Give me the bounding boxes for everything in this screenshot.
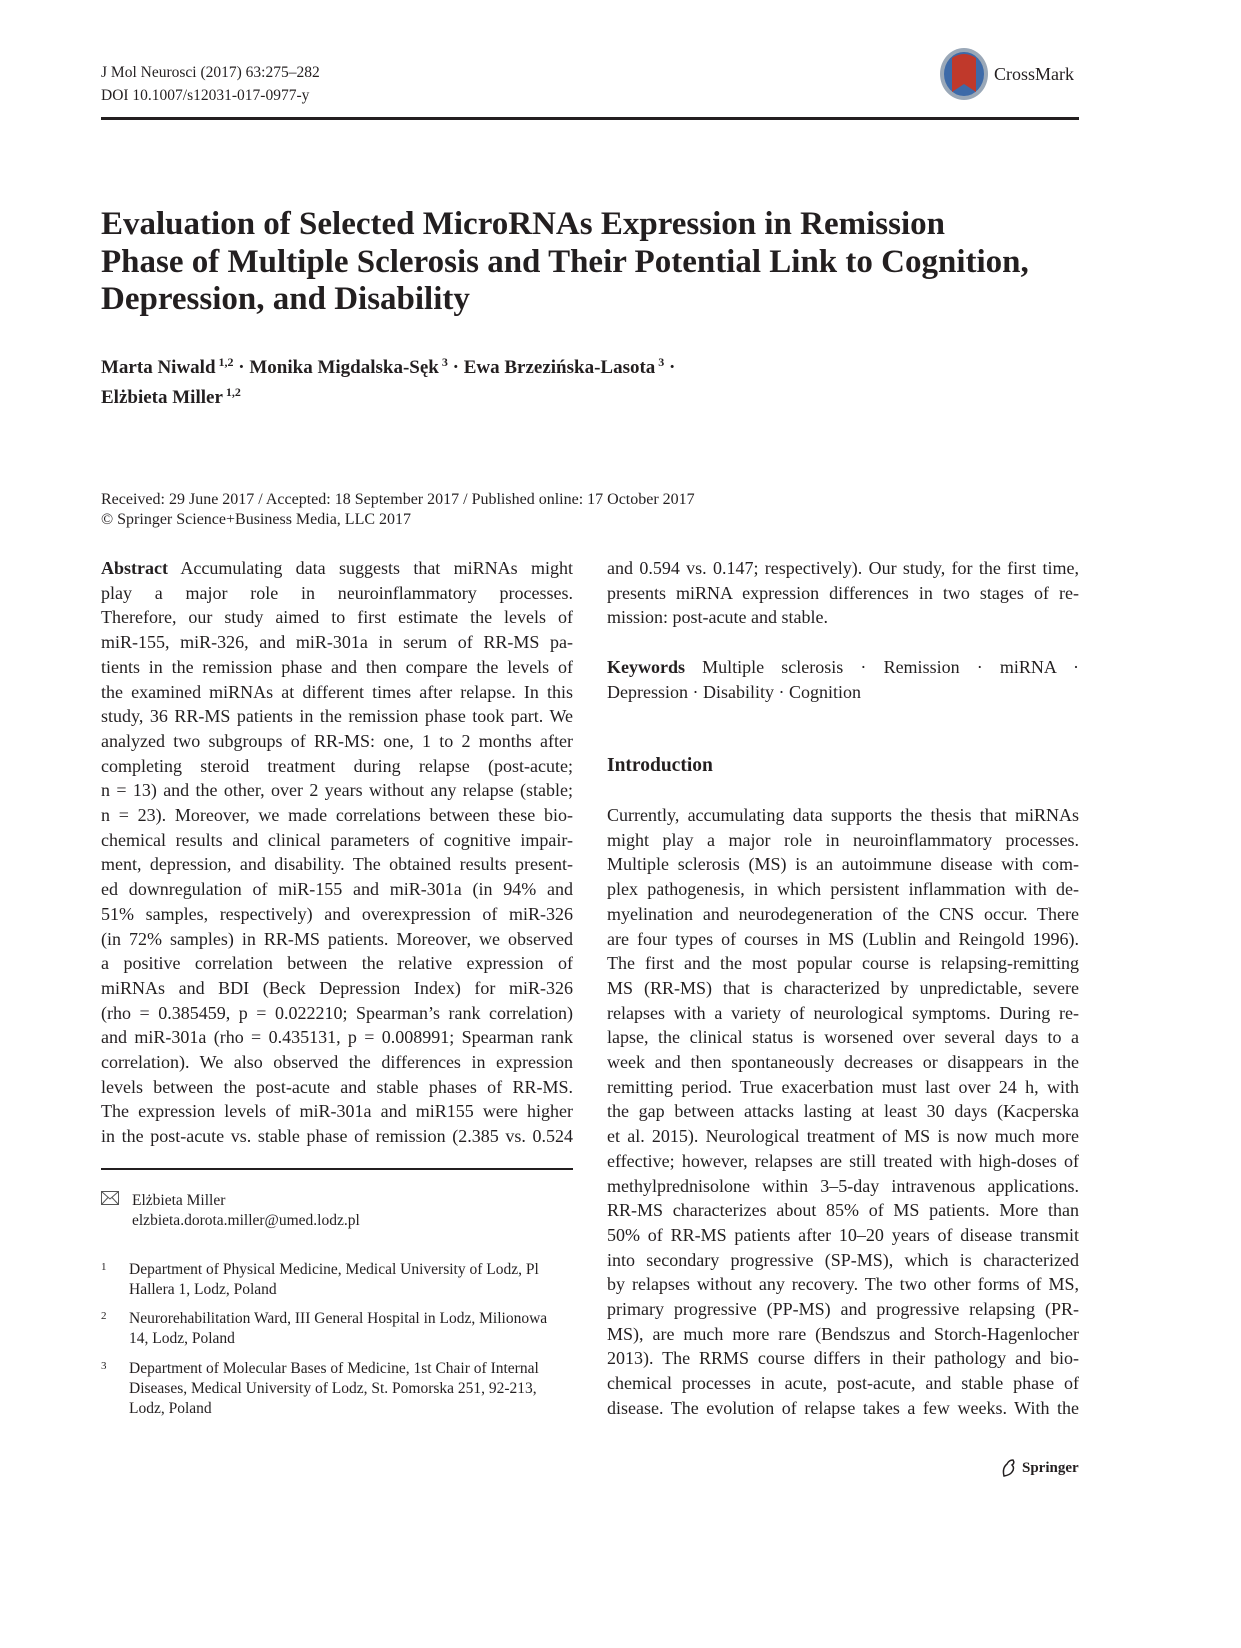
introduction-line [607,927,1079,952]
line-text: 51% samples, respectively) and overexpression of miR-326 [101,903,573,924]
abstract-line [101,556,573,581]
introduction-line [607,1124,1079,1149]
introduction-line [607,1001,1079,1026]
affiliation-line: Neurorehabilitation Ward, III General Hospital in Lodz, Milionowa [129,1310,548,1327]
introduction-line [607,1272,1079,1297]
line-text: methylprednisolone within 3–5-day intravenous applications. [607,1175,1079,1196]
line-text: are four types of courses in MS (Lublin and Reingold 1996). [607,928,1079,949]
abstract-line [101,1099,573,1124]
abstract-line [101,877,573,902]
introduction-line [607,1174,1079,1199]
abstract-line [607,605,1079,630]
line-text: into secondary progressive (SP-MS), which is characterized [607,1249,1079,1270]
introduction-line [607,902,1079,927]
affiliation-line: Diseases, Medical University of Lodz, St. Pomorska 251, 92-213, [129,1380,537,1397]
abstract-line [101,902,573,927]
line-text: MS (RR-MS) that is characterized by unpredictable, severe [607,977,1079,998]
line-text: (in 72% samples) in RR-MS patients. Moreover, we observed [101,928,573,949]
abstract-line [101,729,573,754]
line-text: relapses with a variety of neurological symptoms. During re- [607,1002,1079,1023]
line-text: the examined miRNAs at different times after relapse. In this [101,681,573,702]
line-text: MS), are much more rare (Bendszus and Storch-Hagenlocher [607,1323,1079,1344]
title-line: Depression, and Disability [101,281,470,317]
abstract-line [101,655,573,680]
introduction-line [607,1223,1079,1248]
author-name[interactable]: Ewa Brzezińska-Lasota [463,357,656,378]
line-text: ment, depression, and disability. The obtained results present- [101,854,573,875]
introduction-line [607,877,1079,902]
springer-label: Springer [1022,1459,1079,1476]
author-list: Marta Niwald $^{1,2}$ · Monika Migdalska-Sęk $^3$ · Ewa Brzezińska-Lasota $^3$ · Elżbieta Miller $^{1,2}$ [101,355,676,408]
line-text: et al. 2015). Neurological treatment of MS is now much more [607,1126,1079,1147]
line-text: play a major role in neuroinflammatory processes. [101,582,573,603]
line-text: 50% of RR-MS patients after 10–20 years of disease transmit [607,1224,1079,1245]
corresponding-author: Elżbieta Miller [132,1192,226,1209]
line-text: The first and the most popular course is relapsing-remitting [607,953,1079,974]
introduction-line [607,976,1079,1001]
line-text: miRNAs and BDI (Beck Depression Index) for miR-326 [101,977,573,998]
abstract-line [101,1075,573,1100]
header-rule [101,117,1079,120]
line-text: levels between the post-acute and stable phases of RR-MS. [101,1076,573,1097]
crossmark-badge[interactable] [938,46,1074,102]
author-affiliation: 1,2 [225,385,241,399]
abstract-line [101,605,573,630]
introduction-line [607,803,1079,828]
affiliation-line: 14, Lodz, Poland [129,1330,235,1347]
line-text: tients in the remission phase and then compare the levels of [101,656,573,677]
journal-citation: J Mol Neurosci (2017) 63:275–282 [101,64,320,81]
abstract-line [101,1124,573,1149]
line-text: analyzed two subgroups of RR-MS: one, 1 to 2 months after [101,730,573,751]
introduction-line [607,1198,1079,1223]
line-text: miR-155, miR-326, and miR-301a in serum of RR-MS pa- [101,632,573,653]
correspondence [101,1191,573,1231]
line-text: in the post-acute vs. stable phase of remission (2.385 vs. 0.524 [101,1126,573,1147]
line-text: chemical results and clinical parameters of cognitive impair- [101,829,573,850]
affiliation [101,1309,573,1349]
abstract-line [101,803,573,828]
line-text: chemical processes in acute, post-acute, and stable phase of [607,1373,1079,1394]
line-text: might play a major role in neuroinflammatory processes. [607,829,1079,850]
line-text: RR-MS characterizes about 85% of MS patients. More than [607,1200,1079,1221]
crossmark-label: CrossMark [994,63,1074,84]
abstract-line [101,927,573,952]
affiliation-line: Hallera 1, Lodz, Poland [129,1281,277,1298]
section-label: Keywords [607,657,685,677]
line-text: plex pathogenesis, in which persistent inflammation with de- [607,879,1079,900]
abstract-line [101,680,573,705]
affiliation-line: Department of Physical Medicine, Medical University of Lodz, Pl [129,1261,539,1278]
introduction-line [607,1075,1079,1100]
abstract-line [101,754,573,779]
line-text: by relapses without any recovery. The two other forms of MS, [607,1274,1079,1295]
keywords-line [607,655,1079,680]
footnote-rule [101,1168,573,1170]
affiliation-number: 2 [101,1310,107,1322]
abstract-line [607,556,1079,581]
introduction-heading: Introduction [607,755,713,776]
author-affiliation: 3 [658,355,665,369]
affiliation-number: 3 [101,1360,107,1372]
line-text: week and then spontaneously decreases or disappears in the [607,1052,1079,1072]
line-text: primary progressive (PP-MS) and progressive relapsing (PR- [607,1299,1079,1319]
crossmark-icon [938,46,990,102]
abstract-line [101,630,573,655]
springer-logo [1000,1458,1079,1478]
abstract-line [101,951,573,976]
keywords-line [607,680,1079,705]
introduction-line [607,1050,1079,1075]
affiliation-number: 1 [101,1261,107,1273]
introduction-line [607,1099,1079,1124]
line-text: n = 13) and the other, over 2 years without any relapse (stable; [101,780,573,801]
affiliation-line: Lodz, Poland [129,1400,212,1417]
line-text: the gap between attacks lasting at least 30 days (Kacperska [607,1101,1079,1122]
title-line: Phase of Multiple Sclerosis and Their Potential Link to Cognition, [101,243,1029,280]
introduction-line [607,1322,1079,1347]
author-name[interactable]: Monika Migdalska-Sęk [249,357,439,378]
line-text: The expression levels of miR-301a and miR155 were higher [101,1101,573,1122]
abstract-line [101,1001,573,1026]
line-text: myelination and neurodegeneration of the CNS occur. There [607,903,1079,924]
line-text: lapse, the clinical status is worsened over several days to a [607,1027,1079,1048]
author-affiliation: 3 [441,355,448,369]
introduction-line [607,852,1079,877]
abstract-line [101,852,573,877]
line-text: correlation). We also observed the differences in expression [101,1052,573,1072]
line-text: disease. The evolution of relapse takes a few weeks. With the [607,1397,1079,1418]
affiliation [101,1359,573,1419]
introduction-line [607,1346,1079,1371]
abstract-line [101,704,573,729]
author-name[interactable]: Marta Niwald [101,357,216,378]
copyright-line: © Springer Science+Business Media, LLC 2017 [101,511,412,528]
line-text: n = 23). Moreover, we made correlations between these bio- [101,805,573,825]
line-text: and miR-301a (rho = 0.435131, p = 0.008991; Spearman rank [101,1027,573,1048]
line-text: effective; however, relapses are still treated with high-doses of [607,1150,1079,1171]
introduction-line [607,1371,1079,1396]
title-line: Evaluation of Selected MicroRNAs Expression in Remission [101,206,945,242]
abstract-line [101,1025,573,1050]
line-text: Multiple sclerosis · Remission · miRNA · [702,657,1080,677]
line-text: completing steroid treatment during relapse (post-acute; [101,755,573,776]
introduction-line [607,1025,1079,1050]
line-text: Currently, accumulating data supports the thesis that miRNAs [607,805,1079,825]
envelope-icon [101,1191,119,1211]
abstract-line [607,581,1079,606]
abstract-line [101,778,573,803]
line-text: (rho = 0.385459, p = 0.022210; Spearman’s rank correlation) [101,1002,573,1023]
email-link[interactable]: elzbieta.dorota.miller@umed.lodz.pl [132,1212,360,1229]
article-title [101,206,1101,319]
publication-dates [101,490,695,530]
introduction-line [607,1248,1079,1273]
introduction-line [607,1396,1079,1421]
line-text: study, 36 RR-MS patients in the remission phase took part. We [101,706,573,727]
abstract-line [101,581,573,606]
affiliation-line: Department of Molecular Bases of Medicine, 1st Chair of Internal [129,1360,539,1377]
abstract-line [101,976,573,1001]
introduction-line [607,828,1079,853]
springer-horse-icon [1000,1458,1018,1478]
introduction-line [607,1297,1079,1322]
introduction-line [607,951,1079,976]
dates-line: Received: 29 June 2017 / Accepted: 18 September 2017 / Published online: 17 October 2017 [101,491,695,508]
abstract-line [101,828,573,853]
line-text: presents miRNA expression differences in two stages of re- [607,582,1079,603]
line-text: Depression · Disability · Cognition [607,681,861,702]
line-text: Therefore, our study aimed to first estimate the levels of [101,607,573,628]
author-affiliation: 1,2 [218,355,234,369]
introduction-line [607,1149,1079,1174]
line-text: Multiple sclerosis (MS) is an autoimmune disease with com- [607,854,1079,875]
line-text: Accumulating data suggests that miRNAs might [180,558,573,578]
line-text: and 0.594 vs. 0.147; respectively). Our study, for the first time, [607,558,1079,578]
section-label: Abstract [101,558,168,578]
abstract-line [101,1050,573,1075]
line-text: remitting period. True exacerbation must last over 24 h, with [607,1076,1079,1097]
affiliation [101,1260,573,1300]
line-text: mission: post-acute and stable. [607,607,828,628]
line-text: ed downregulation of miR-155 and miR-301a (in 94% and [101,879,573,900]
line-text: 2013). The RRMS course differs in their pathology and bio- [607,1348,1079,1369]
doi: DOI 10.1007/s12031-017-0977-y [101,87,310,104]
author-name[interactable]: Elżbieta Miller [101,387,223,408]
line-text: a positive correlation between the relative expression of [101,953,573,974]
